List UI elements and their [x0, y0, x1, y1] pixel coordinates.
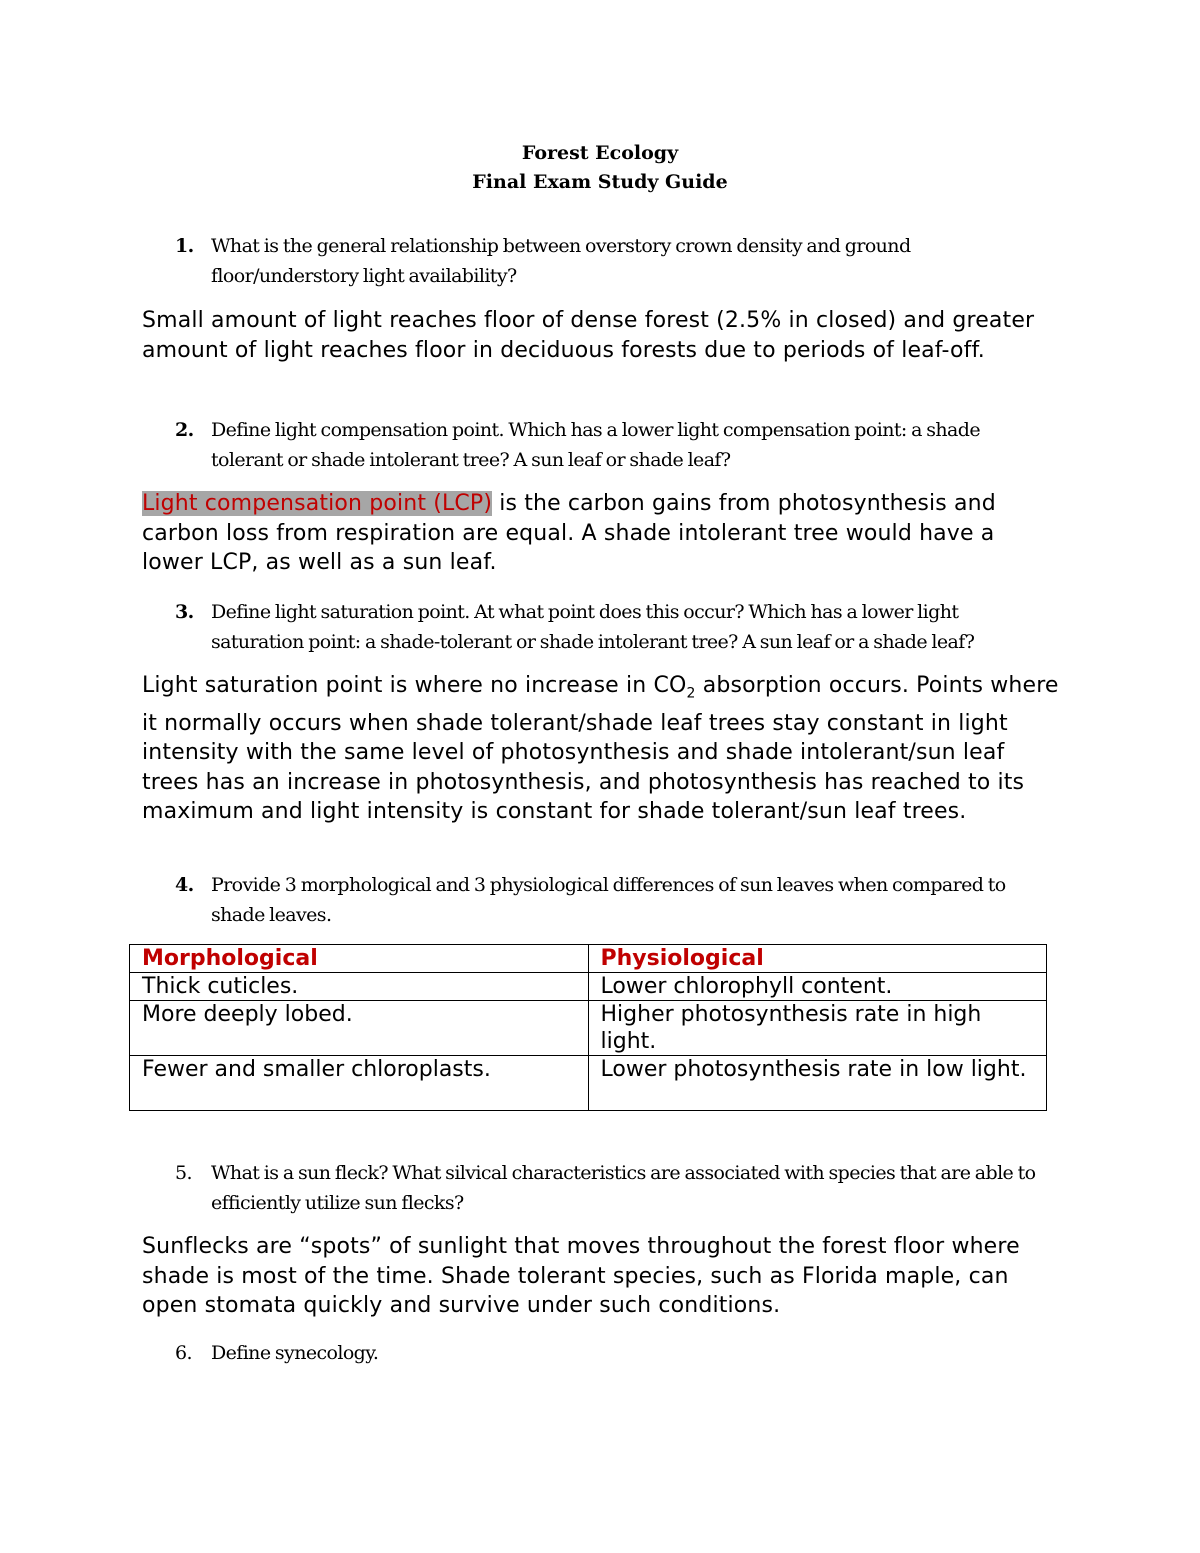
question-text: Define light saturation point. At what point does this occur? Which has a lower light saturation point: a shade-tolerant or shade intolerant tree? A sun leaf or a shade leaf?: [211, 601, 975, 653]
table-cell: Higher photosynthesis rate in high light.: [588, 1001, 1047, 1056]
course-title: Forest Ecology: [521, 142, 679, 164]
highlighted-term: Light compensation point (LCP): [142, 491, 493, 516]
question-1: [175, 231, 1055, 291]
question-4: [175, 870, 1055, 930]
question-number: 5.: [175, 1162, 192, 1184]
document-title: Final Exam Study Guide: [472, 171, 728, 193]
answer-text: Light saturation point is where no increase in CO: [142, 673, 687, 698]
table-cell: Thick cuticles.: [130, 973, 589, 1001]
table-row: [130, 1056, 1047, 1111]
question-number: 3.: [175, 601, 194, 623]
subscript: 2: [686, 685, 696, 702]
leaf-differences-table: [129, 944, 1047, 1111]
question-number: 2.: [175, 419, 194, 441]
question-number: 6.: [175, 1342, 192, 1364]
table-cell: Fewer and smaller chloroplasts.: [130, 1056, 589, 1111]
question-2: [175, 415, 1055, 475]
question-text: Define light compensation point. Which has a lower light compensation point: a shade tolerant or shade intolerant tree? A sun leaf or shade leaf?: [211, 419, 980, 471]
answer-text: is the carbon gains from photosynthesis and carbon loss from respiration are equal. A shade intolerant tree would have a lower LCP, as well as a sun leaf.: [142, 491, 996, 575]
question-3: [175, 597, 1055, 657]
table-cell: Lower photosynthesis rate in low light.: [588, 1056, 1047, 1111]
question-text: Define synecology.: [211, 1342, 379, 1364]
answer-2: [142, 489, 1062, 578]
question-text: Provide 3 morphological and 3 physiological differences of sun leaves when compared to shade leaves.: [211, 874, 1006, 926]
answer-text: absorption occurs. Points where it normally occurs when shade tolerant/shade leaf trees stay constant in light intensity with the same level of photosynthesis and shade intolerant/sun leaf trees has an increase in photosynthesis, and photosynthesis has reached to its maximum and light intensity is constant for shade tolerant/sun leaf trees.: [142, 673, 1059, 825]
question-text: What is the general relationship between overstory crown density and ground floor/understory light availability?: [211, 235, 911, 287]
answer-5: Sunflecks are “spots” of sunlight that moves throughout the forest floor where shade is most of the time. Shade tolerant species, such as Florida maple, can open stomata quickly and survive under such conditions.: [142, 1234, 1020, 1318]
table-header-row: [130, 945, 1047, 973]
question-text: What is a sun fleck? What silvical characteristics are associated with species that are able to efficiently utilize sun flecks?: [211, 1162, 1036, 1214]
table-header-cell: Physiological: [588, 945, 1047, 973]
question-number: 1.: [175, 235, 194, 257]
answer-3: [142, 671, 1062, 827]
question-5: [175, 1158, 1055, 1218]
answer-1: Small amount of light reaches floor of dense forest (2.5% in closed) and greater amount of light reaches floor in deciduous forests due to periods of leaf-off.: [142, 308, 1035, 363]
table-row: [130, 973, 1047, 1001]
table-cell: Lower chlorophyll content.: [588, 973, 1047, 1001]
table-header-cell: Morphological: [130, 945, 589, 973]
table-cell: More deeply lobed.: [130, 1001, 589, 1056]
question-6: [175, 1338, 1055, 1368]
question-number: 4.: [175, 874, 194, 896]
table-row: [130, 1001, 1047, 1056]
